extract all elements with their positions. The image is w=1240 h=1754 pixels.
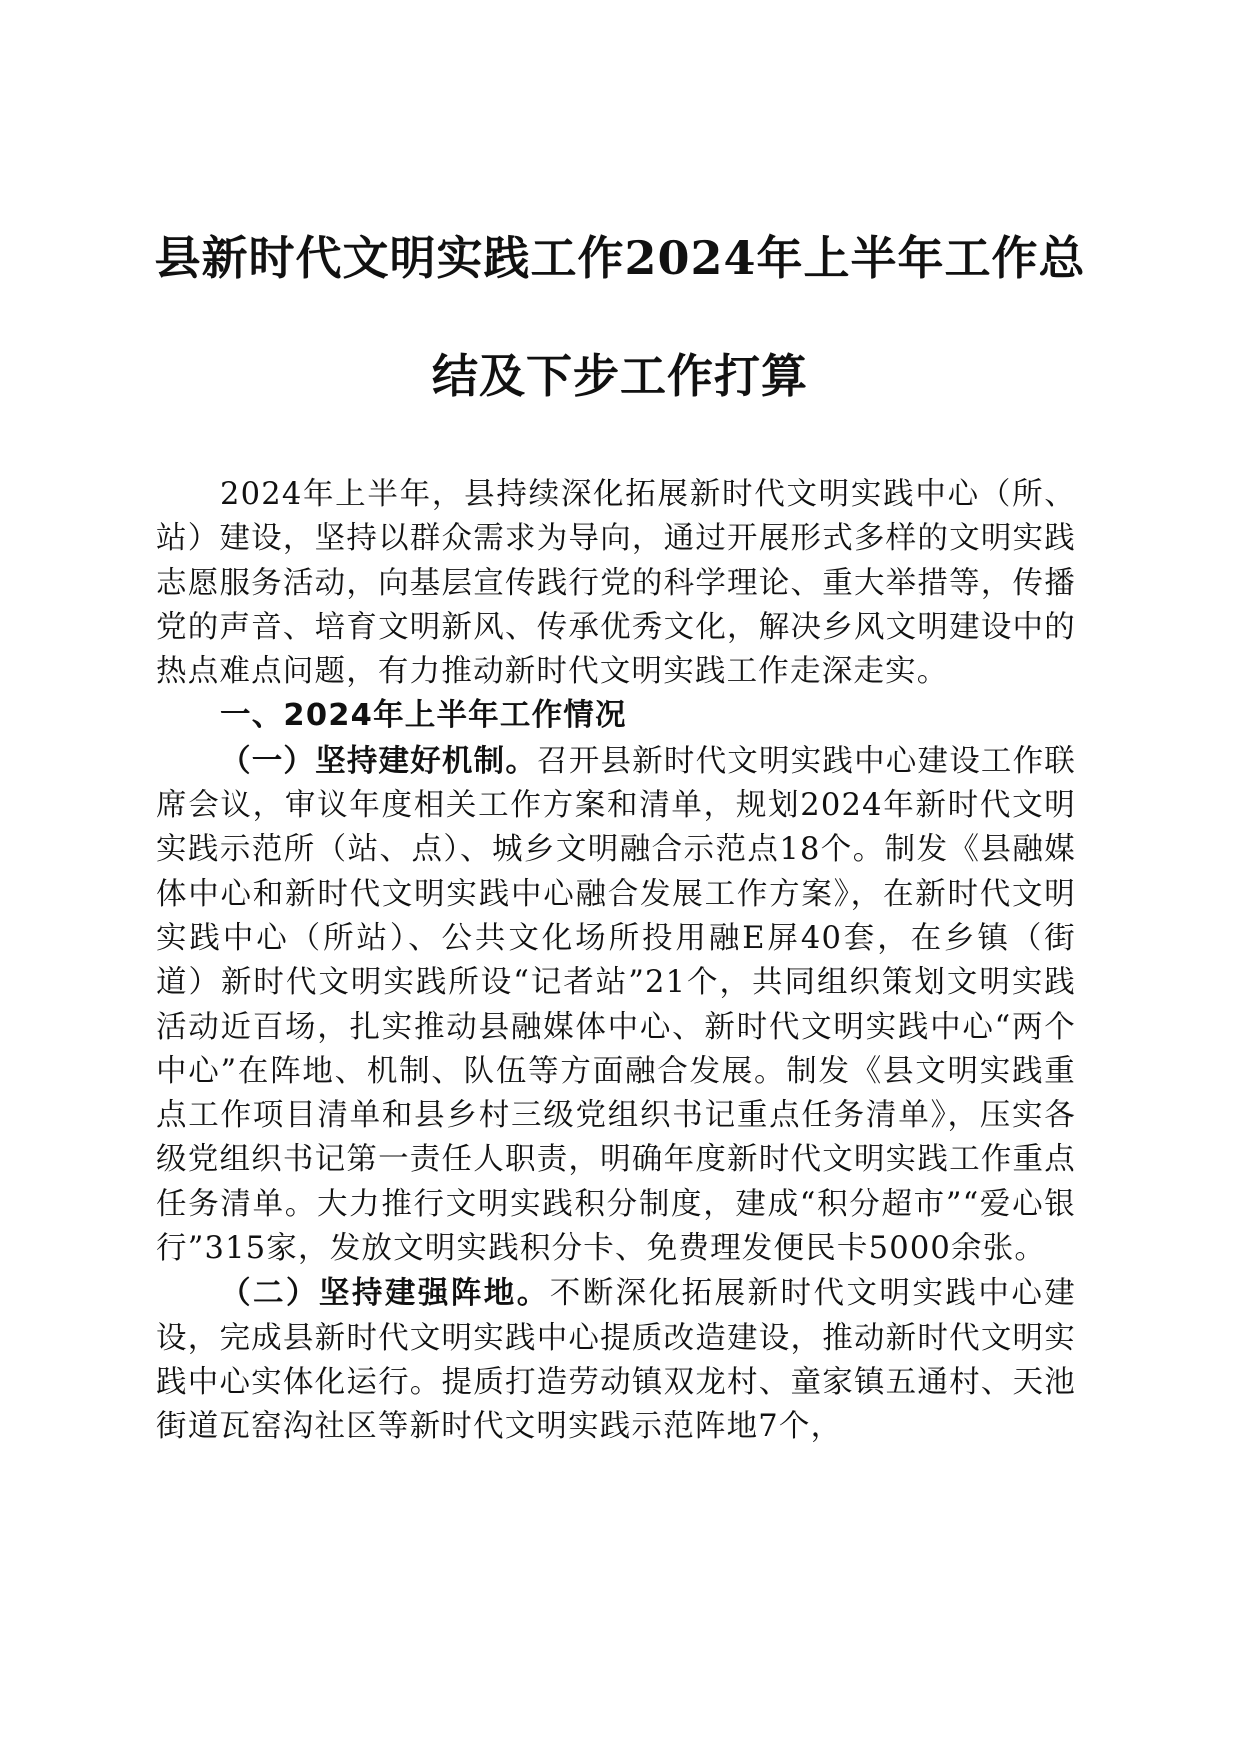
document-title-line2: 结及下步工作打算 <box>432 349 808 403</box>
document-body <box>156 473 1076 1450</box>
document-title-line1: 县新时代文明实践工作2024年上半年工作总 <box>154 231 1086 285</box>
section-item-paragraph <box>156 1271 1076 1449</box>
section-item-paragraph <box>156 739 1076 1272</box>
item-text: 不断深化拓展新时代文明实践中心建设，完成县新时代文明实践中心提质改造建设，推动新时代文明实践中心实体化运行。提质打造劳动镇双龙村、童家镇五通村、天池街道瓦窑沟社区等新时代文明实践示范阵地7个， <box>156 1276 1076 1445</box>
intro-paragraph: 2024年上半年，县持续深化拓展新时代文明实践中心（所、站）建设，坚持以群众需求为导向，通过开展形式多样的文明实践志愿服务活动，向基层宣传践行党的科学理论、重大举措等，传播党的声音、培育文明新风、传承优秀文化，解决乡风文明建设中的热点难点问题，有力推动新时代文明实践工作走深走实。 <box>156 477 1076 690</box>
item-lead: （二）坚持建强阵地。 <box>220 1275 550 1312</box>
section-heading: 一、2024年上半年工作情况 <box>220 698 627 734</box>
item-lead: （一）坚持建好机制。 <box>220 742 538 779</box>
item-text: 召开县新时代文明实践中心建设工作联席会议，审议年度相关工作方案和清单，规划2024年新时代文明实践示范所（站、点）、城乡文明融合示范点18个。制发《县融媒体中心和新时代文明实践中心融合发展工作方案》，在新时代文明实践中心（所站）、公共文化场所投用融E屏40套，在乡镇（街道）新时代文明实践所设“记者站”21个，共同组织策划文明实践活动近百场，扎实推动县融媒体中心、新时代文明实践中心“两个中心”在阵地、机制、队伍等方面融合发展。制发《县文明实践重点工作项目清单和县乡村三级党组织书记重点任务清单》，压实各级党组织书记第一责任人职责，明确年度新时代文明实践工作重点任务清单。大力推行文明实践积分制度，建成“积分超市”“爱心银行”315家，发放文明实践积分卡、免费理发便民卡5000余张。 <box>156 743 1077 1267</box>
